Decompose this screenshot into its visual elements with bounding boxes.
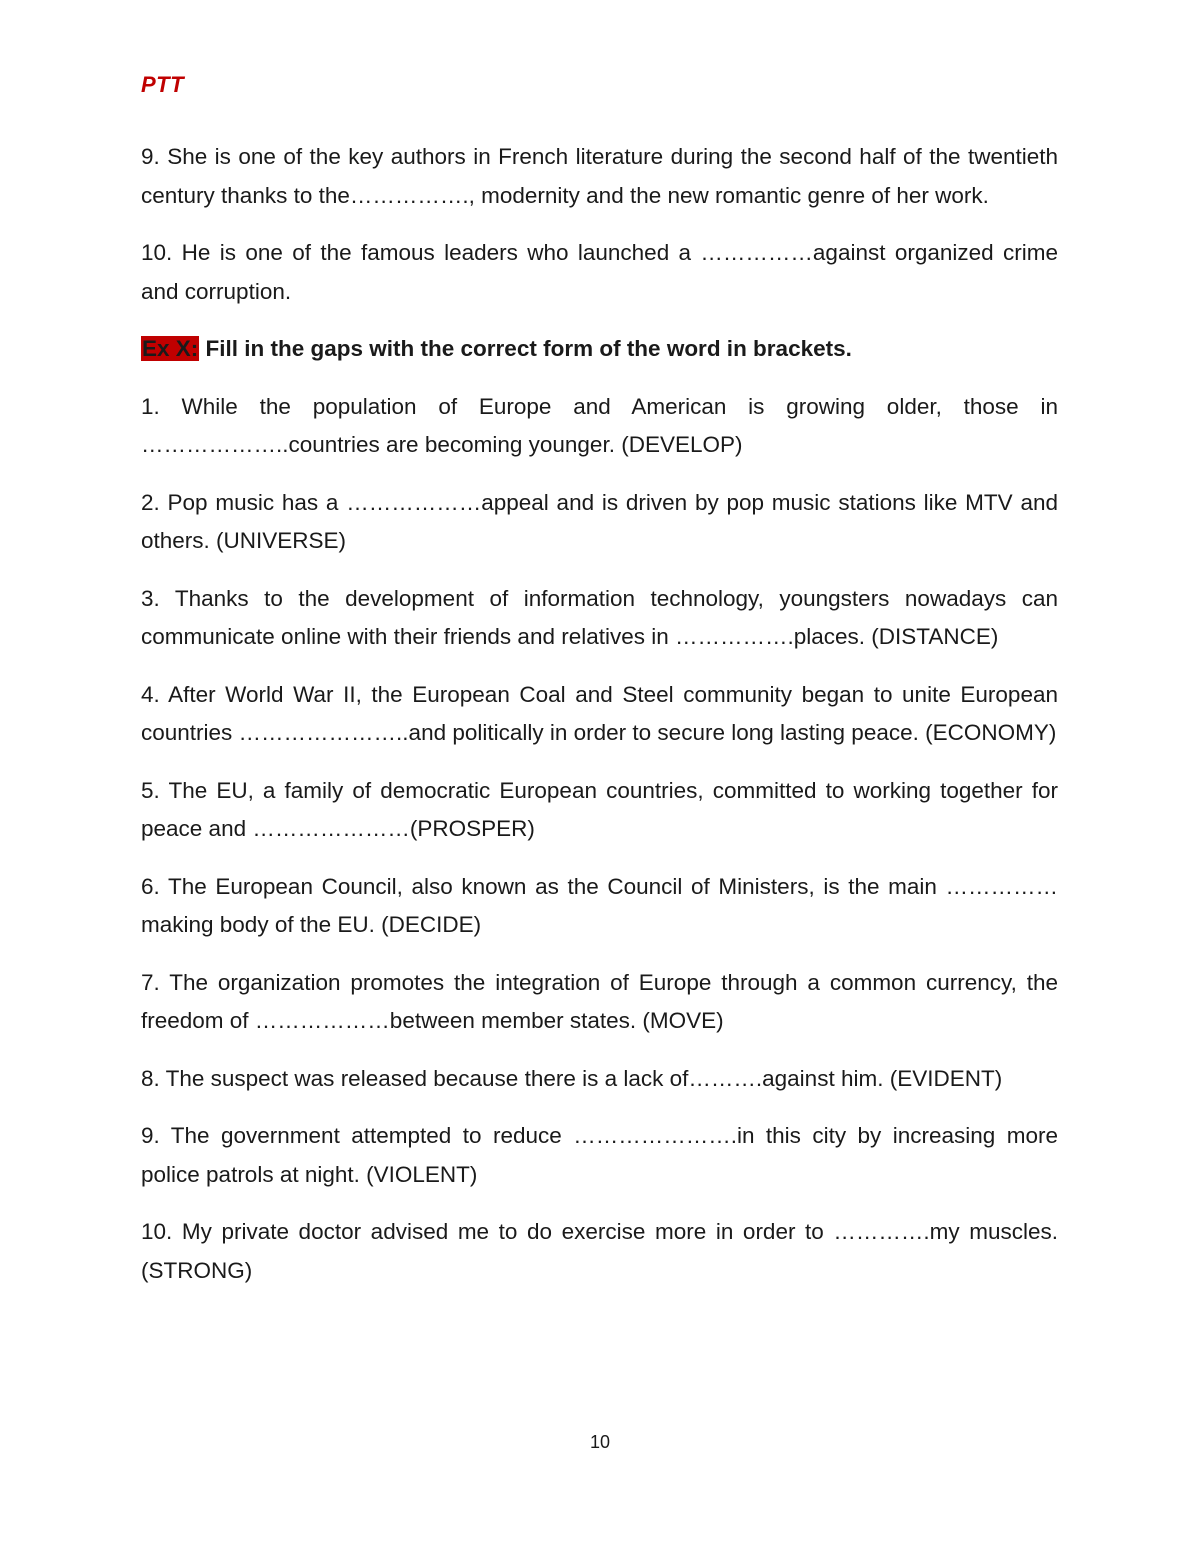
exercise-item: 4. After World War II, the European Coal and Steel community began to unite European countries …………………..and politically in order to secure long lasting peace. (ECONOMY) [141, 681, 1058, 745]
exercise-instruction: Fill in the gaps with the correct form of the word in brackets. [199, 336, 852, 361]
exercise-tag: Ex X: [142, 336, 199, 361]
exercise-item: 5. The EU, a family of democratic European countries, committed to working together for peace and …………………(PROSPER) [141, 777, 1058, 841]
exercise-item: 1. While the population of Europe and American is growing older, those in ………………..countries are becoming younger. (DEVELOP) [141, 393, 1058, 457]
exercise-heading [141, 330, 1058, 369]
exercise-item: 2. Pop music has a ………………appeal and is driven by pop music stations like MTV and others. (UNIVERSE) [141, 489, 1058, 553]
page-header-title: PTT [141, 72, 185, 97]
page-number: 10 [589, 1432, 611, 1452]
exercise-item: 10. He is one of the famous leaders who launched a ……………against organized crime and corruption. [141, 240, 1058, 304]
exercise-item: 8. The suspect was released because there is a lack of……….against him. (EVIDENT) [141, 1065, 1003, 1091]
page-content [141, 138, 1058, 1309]
exercise-item: 6. The European Council, also known as the Council of Ministers, is the main ……………making body of the EU. (DECIDE) [141, 873, 1058, 937]
exercise-item: 10. My private doctor advised me to do exercise more in order to ………….my muscles. (STRONG) [141, 1219, 1058, 1283]
exercise-item: 9. She is one of the key authors in French literature during the second half of the twentieth century thanks to the……………., modernity and the new romantic genre of her work. [141, 144, 1058, 208]
exercise-item: 7. The organization promotes the integration of Europe through a common currency, the freedom of ………………between member states. (MOVE) [141, 969, 1058, 1033]
exercise-item: 3. Thanks to the development of information technology, youngsters nowadays can communicate online with their friends and relatives in …………….places. (DISTANCE) [141, 585, 1058, 649]
exercise-item: 9. The government attempted to reduce ………………….in this city by increasing more police patrols at night. (VIOLENT) [141, 1123, 1058, 1187]
